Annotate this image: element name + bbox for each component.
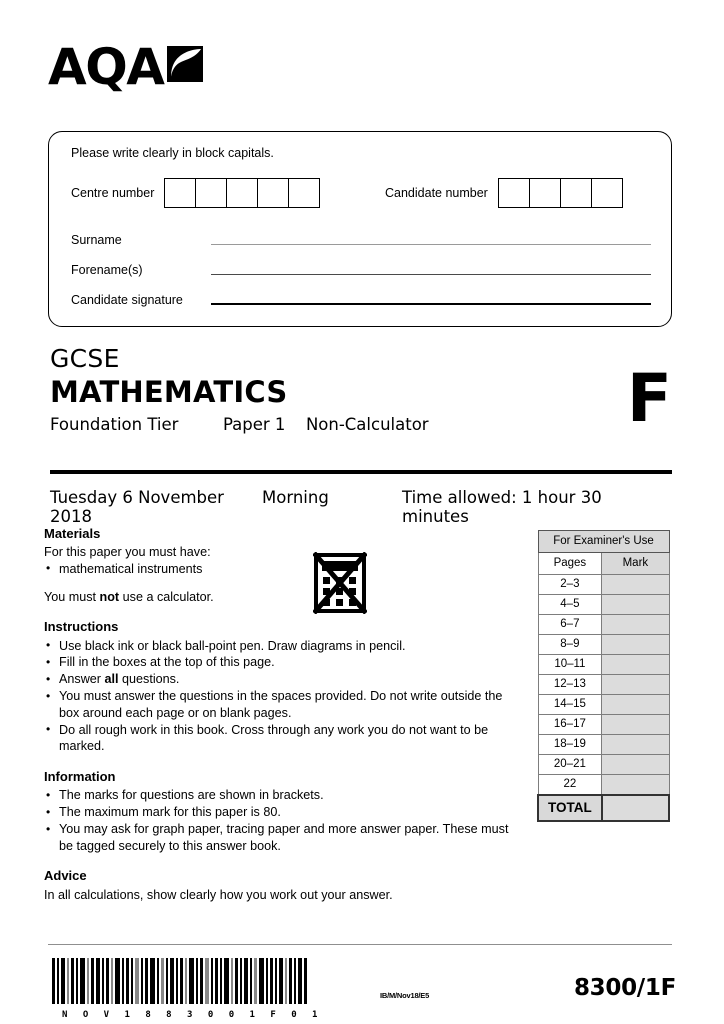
centre-number-digit-box[interactable] (195, 178, 227, 208)
paper-title-block (50, 344, 672, 438)
answer-all-emphasis: all (104, 672, 119, 687)
mark-cell[interactable] (602, 595, 669, 615)
mark-cell[interactable] (602, 575, 669, 595)
mark-cell[interactable] (602, 735, 669, 755)
table-row (538, 735, 669, 755)
centre-number-digit-box[interactable] (257, 178, 289, 208)
block-capitals-instruction: Please write clearly in block capitals. (71, 146, 274, 160)
list-item: • Fill in the boxes at the top of this page. (44, 654, 514, 670)
pages-cell: 22 (538, 775, 602, 796)
mark-cell[interactable] (602, 655, 669, 675)
table-row (538, 575, 669, 595)
aqa-logo-text: AQA (48, 38, 164, 96)
candidate-number-field[interactable] (385, 178, 623, 208)
pages-cell: 10–11 (538, 655, 602, 675)
paper-label: Paper 1 (222, 415, 286, 434)
advice-heading: Advice (44, 868, 87, 884)
calculator-note-pre: You must (44, 589, 100, 604)
table-row (538, 695, 669, 715)
mark-cell[interactable] (602, 635, 669, 655)
pages-cell: 8–9 (538, 635, 602, 655)
aqa-leaf-icon (165, 44, 205, 89)
candidate-number-digit-box[interactable] (529, 178, 561, 208)
list-item (44, 671, 514, 687)
calculator-note-emphasis: not (99, 589, 120, 604)
candidate-number-label: Candidate number (385, 186, 488, 200)
instructions-list (44, 638, 514, 755)
barcode (52, 958, 322, 1020)
information-list (44, 787, 514, 854)
mark-cell[interactable] (602, 775, 669, 796)
materials-list (44, 561, 514, 577)
table-row (538, 755, 669, 775)
exam-time-allowed: Time allowed: 1 hour 30 minutes (402, 488, 602, 526)
forenames-label: Forename(s) (71, 263, 143, 277)
centre-number-digit-box[interactable] (288, 178, 320, 208)
pages-cell: 18–19 (538, 735, 602, 755)
list-item: • Use black ink or black ball-point pen. Draw diagrams in pencil. (44, 638, 514, 654)
centre-number-digit-box[interactable] (164, 178, 196, 208)
barcode-icon (52, 958, 310, 1004)
qualification-title: GCSE (50, 344, 120, 373)
candidate-number-boxes[interactable] (498, 178, 623, 208)
list-item: • Do all rough work in this book. Cross through any work you do not want to be marked. (44, 722, 514, 755)
centre-number-label: Centre number (71, 186, 155, 200)
table-row (538, 715, 669, 735)
instructions-heading: Instructions (44, 619, 119, 635)
forenames-field[interactable] (71, 263, 651, 277)
front-page-content (44, 526, 514, 903)
examiner-table-title: For Examiner's Use (538, 531, 669, 553)
aqa-logo (48, 38, 205, 96)
paper-code: 8300/1F (573, 975, 676, 1001)
candidate-signature-field[interactable] (71, 293, 651, 307)
mark-cell[interactable] (602, 675, 669, 695)
candidate-signature-label: Candidate signature (71, 293, 183, 307)
mark-cell[interactable] (602, 695, 669, 715)
materials-heading: Materials (44, 526, 101, 541)
footer-divider (48, 944, 672, 945)
mark-cell[interactable] (602, 615, 669, 635)
total-label: TOTAL (538, 795, 602, 821)
document-reference-code: IB/M/Nov18/E5 (380, 991, 430, 1000)
list-item: • The marks for questions are shown in brackets. (44, 787, 514, 803)
answer-all-post: questions. (118, 672, 180, 687)
pages-cell: 14–15 (538, 695, 602, 715)
centre-number-field[interactable] (71, 178, 320, 208)
centre-number-digit-box[interactable] (226, 178, 258, 208)
surname-label: Surname (71, 233, 122, 247)
exam-datetime-line (50, 488, 672, 526)
surname-field[interactable] (71, 233, 651, 247)
centre-number-boxes[interactable] (164, 178, 320, 208)
table-row (538, 531, 669, 553)
exam-date: Tuesday 6 November 2018 (50, 488, 224, 526)
exam-session: Morning (262, 488, 329, 507)
pages-cell: 6–7 (538, 615, 602, 635)
table-row (538, 553, 669, 575)
pages-cell: 12–13 (538, 675, 602, 695)
candidate-signature-input-rule[interactable] (211, 303, 651, 305)
table-row (538, 655, 669, 675)
total-mark-cell[interactable] (602, 795, 669, 821)
table-row (538, 615, 669, 635)
barcode-digits: N O V 1 8 8 3 0 0 1 F 0 1 (62, 1010, 323, 1020)
tier-paper-line (50, 412, 672, 438)
tier-letter: F (626, 360, 672, 437)
examiner-use-table (537, 530, 670, 822)
table-row-total (538, 795, 669, 821)
candidate-details-box (48, 131, 672, 327)
candidate-number-digit-box[interactable] (591, 178, 623, 208)
list-item: • The maximum mark for this paper is 80. (44, 804, 514, 820)
pages-cell: 4–5 (538, 595, 602, 615)
calculator-note (44, 589, 514, 605)
pages-cell: 16–17 (538, 715, 602, 735)
advice-text: In all calculations, show clearly how you work out your answer. (44, 887, 393, 902)
mark-cell[interactable] (602, 755, 669, 775)
candidate-number-digit-box[interactable] (560, 178, 592, 208)
title-divider (50, 470, 672, 474)
column-header-pages: Pages (538, 553, 602, 575)
pages-cell: 2–3 (538, 575, 602, 595)
table-row (538, 675, 669, 695)
forenames-input-rule[interactable] (211, 274, 651, 275)
list-item: • You may ask for graph paper, tracing paper and more answer paper. These must be tagged securely to this answer book. (44, 821, 514, 854)
information-heading: Information (44, 768, 116, 784)
list-item: • You must answer the questions in the spaces provided. Do not write outside the box around each page or on blank pages. (44, 688, 514, 721)
tier-label: Foundation Tier (50, 415, 179, 434)
pages-cell: 20–21 (538, 755, 602, 775)
table-row (538, 635, 669, 655)
calculator-label: Non-Calculator (305, 415, 429, 434)
candidate-number-digit-box[interactable] (498, 178, 530, 208)
mark-cell[interactable] (602, 715, 669, 735)
subject-title: MATHEMATICS (50, 375, 288, 409)
table-row (538, 775, 669, 796)
table-row (538, 595, 669, 615)
surname-input-rule[interactable] (211, 244, 651, 245)
column-header-mark: Mark (602, 553, 669, 575)
answer-all-pre: Answer (59, 672, 105, 687)
list-item: • mathematical instruments (44, 561, 514, 577)
materials-intro: For this paper you must have: (44, 545, 211, 560)
calculator-note-post: use a calculator. (119, 589, 214, 604)
